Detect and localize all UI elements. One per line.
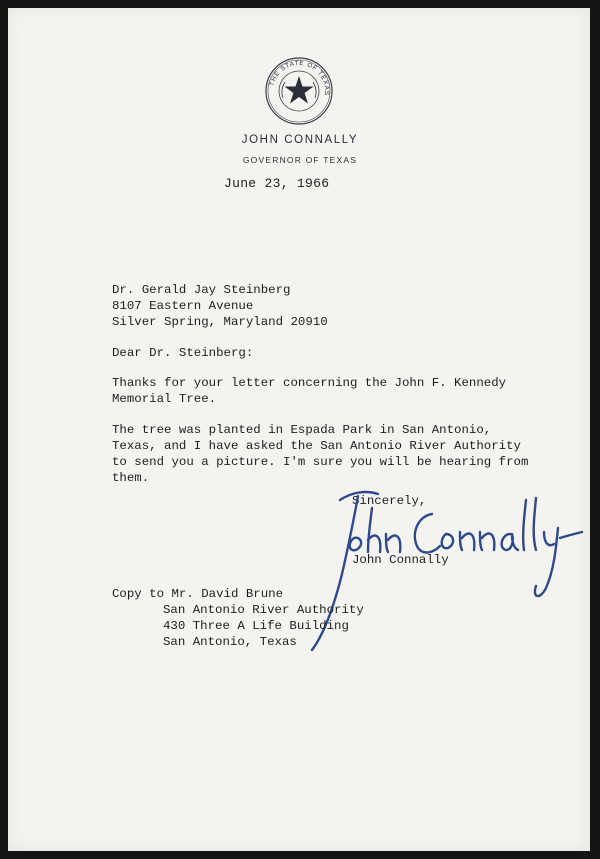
typed-signer-name: John Connally (352, 553, 449, 567)
salutation: Dear Dr. Steinberg: (112, 346, 254, 360)
body-line: to send you a picture. I'm sure you will be hearing from (112, 455, 529, 469)
letterhead-title: GOVERNOR OF TEXAS (242, 155, 358, 165)
recipient-name: Dr. Gerald Jay Steinberg (112, 283, 291, 297)
body-line: Thanks for your letter concerning the John F. Kennedy (112, 376, 507, 390)
texas-seal-icon (264, 56, 334, 126)
body-line: Memorial Tree. (112, 392, 217, 406)
seal-text: THE STATE OF TEXAS (268, 59, 331, 97)
body-line: them. (112, 471, 150, 485)
letterhead-name: JOHN CONNALLY (241, 134, 359, 146)
valediction: Sincerely, (352, 494, 427, 508)
recipient-city: Silver Spring, Maryland 20910 (112, 315, 328, 329)
copy-to-label: Copy to Mr. David Brune (112, 587, 284, 601)
copy-address-line: San Antonio, Texas (163, 635, 297, 649)
body-line: Texas, and I have asked the San Antonio River Authority (112, 439, 521, 453)
copy-address-line: 430 Three A Life Building (163, 619, 349, 633)
letter-date: June 23, 1966 (224, 176, 330, 191)
body-line: The tree was planted in Espada Park in San Antonio, (112, 423, 492, 437)
recipient-street: 8107 Eastern Avenue (112, 299, 254, 313)
copy-address-line: San Antonio River Authority (163, 603, 364, 617)
